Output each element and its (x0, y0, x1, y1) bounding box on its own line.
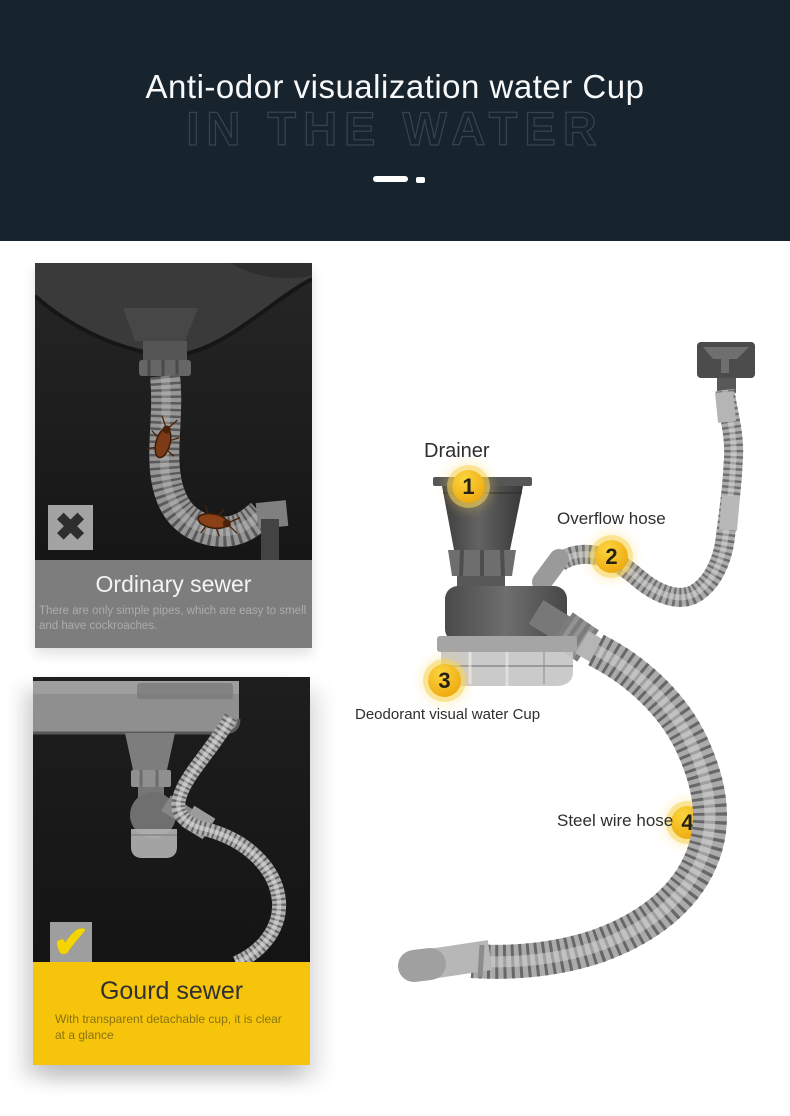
ordinary-sewer-title: Ordinary sewer (95, 571, 252, 597)
header-banner (0, 0, 790, 241)
overflow-head (697, 342, 755, 393)
overflow-hose (542, 390, 734, 597)
badge-3-deodorant-cup: 3 (428, 664, 461, 697)
drainer-body (433, 477, 602, 654)
label-overflow-hose: Overflow hose (557, 509, 666, 528)
label-deodorant-cup: Deodorant visual water Cup (355, 706, 541, 723)
card-gourd-sewer (33, 677, 310, 1065)
ordinary-sewer-photo (35, 263, 312, 560)
gourd-sewer-photo (33, 677, 310, 962)
corrugated-pipe (164, 376, 261, 532)
gourd-sewer-title: Gourd sewer (99, 977, 244, 1005)
label-drainer: Drainer (424, 440, 490, 462)
gourd-sewer-description: With transparent detachable cup, it is clear at a glance (55, 1012, 282, 1042)
badge-4-steel-wire-hose: 4 (671, 806, 704, 839)
badge-2-overflow-hose: 2 (595, 540, 628, 573)
ordinary-sewer-description: There are only simple pipes, which are easy to smell and have cockroaches. (39, 605, 307, 633)
ordinary-sewer-caption (35, 560, 312, 648)
badge-1-drainer: 1 (452, 470, 485, 503)
watermark-text: IN THE WATER (186, 102, 604, 155)
dot-decoration (416, 177, 425, 183)
product-diagram (330, 300, 790, 1016)
gourd-sewer-caption (33, 962, 310, 1065)
steel-hose (178, 717, 279, 962)
page-title: Anti-odor visualization water Cup (145, 68, 645, 105)
label-steel-wire-hose: Steel wire hose (557, 811, 674, 830)
x-icon: ✖ (48, 505, 93, 550)
check-icon: ✔ (50, 922, 92, 962)
dash-decoration (373, 176, 408, 182)
card-ordinary-sewer (35, 263, 312, 648)
